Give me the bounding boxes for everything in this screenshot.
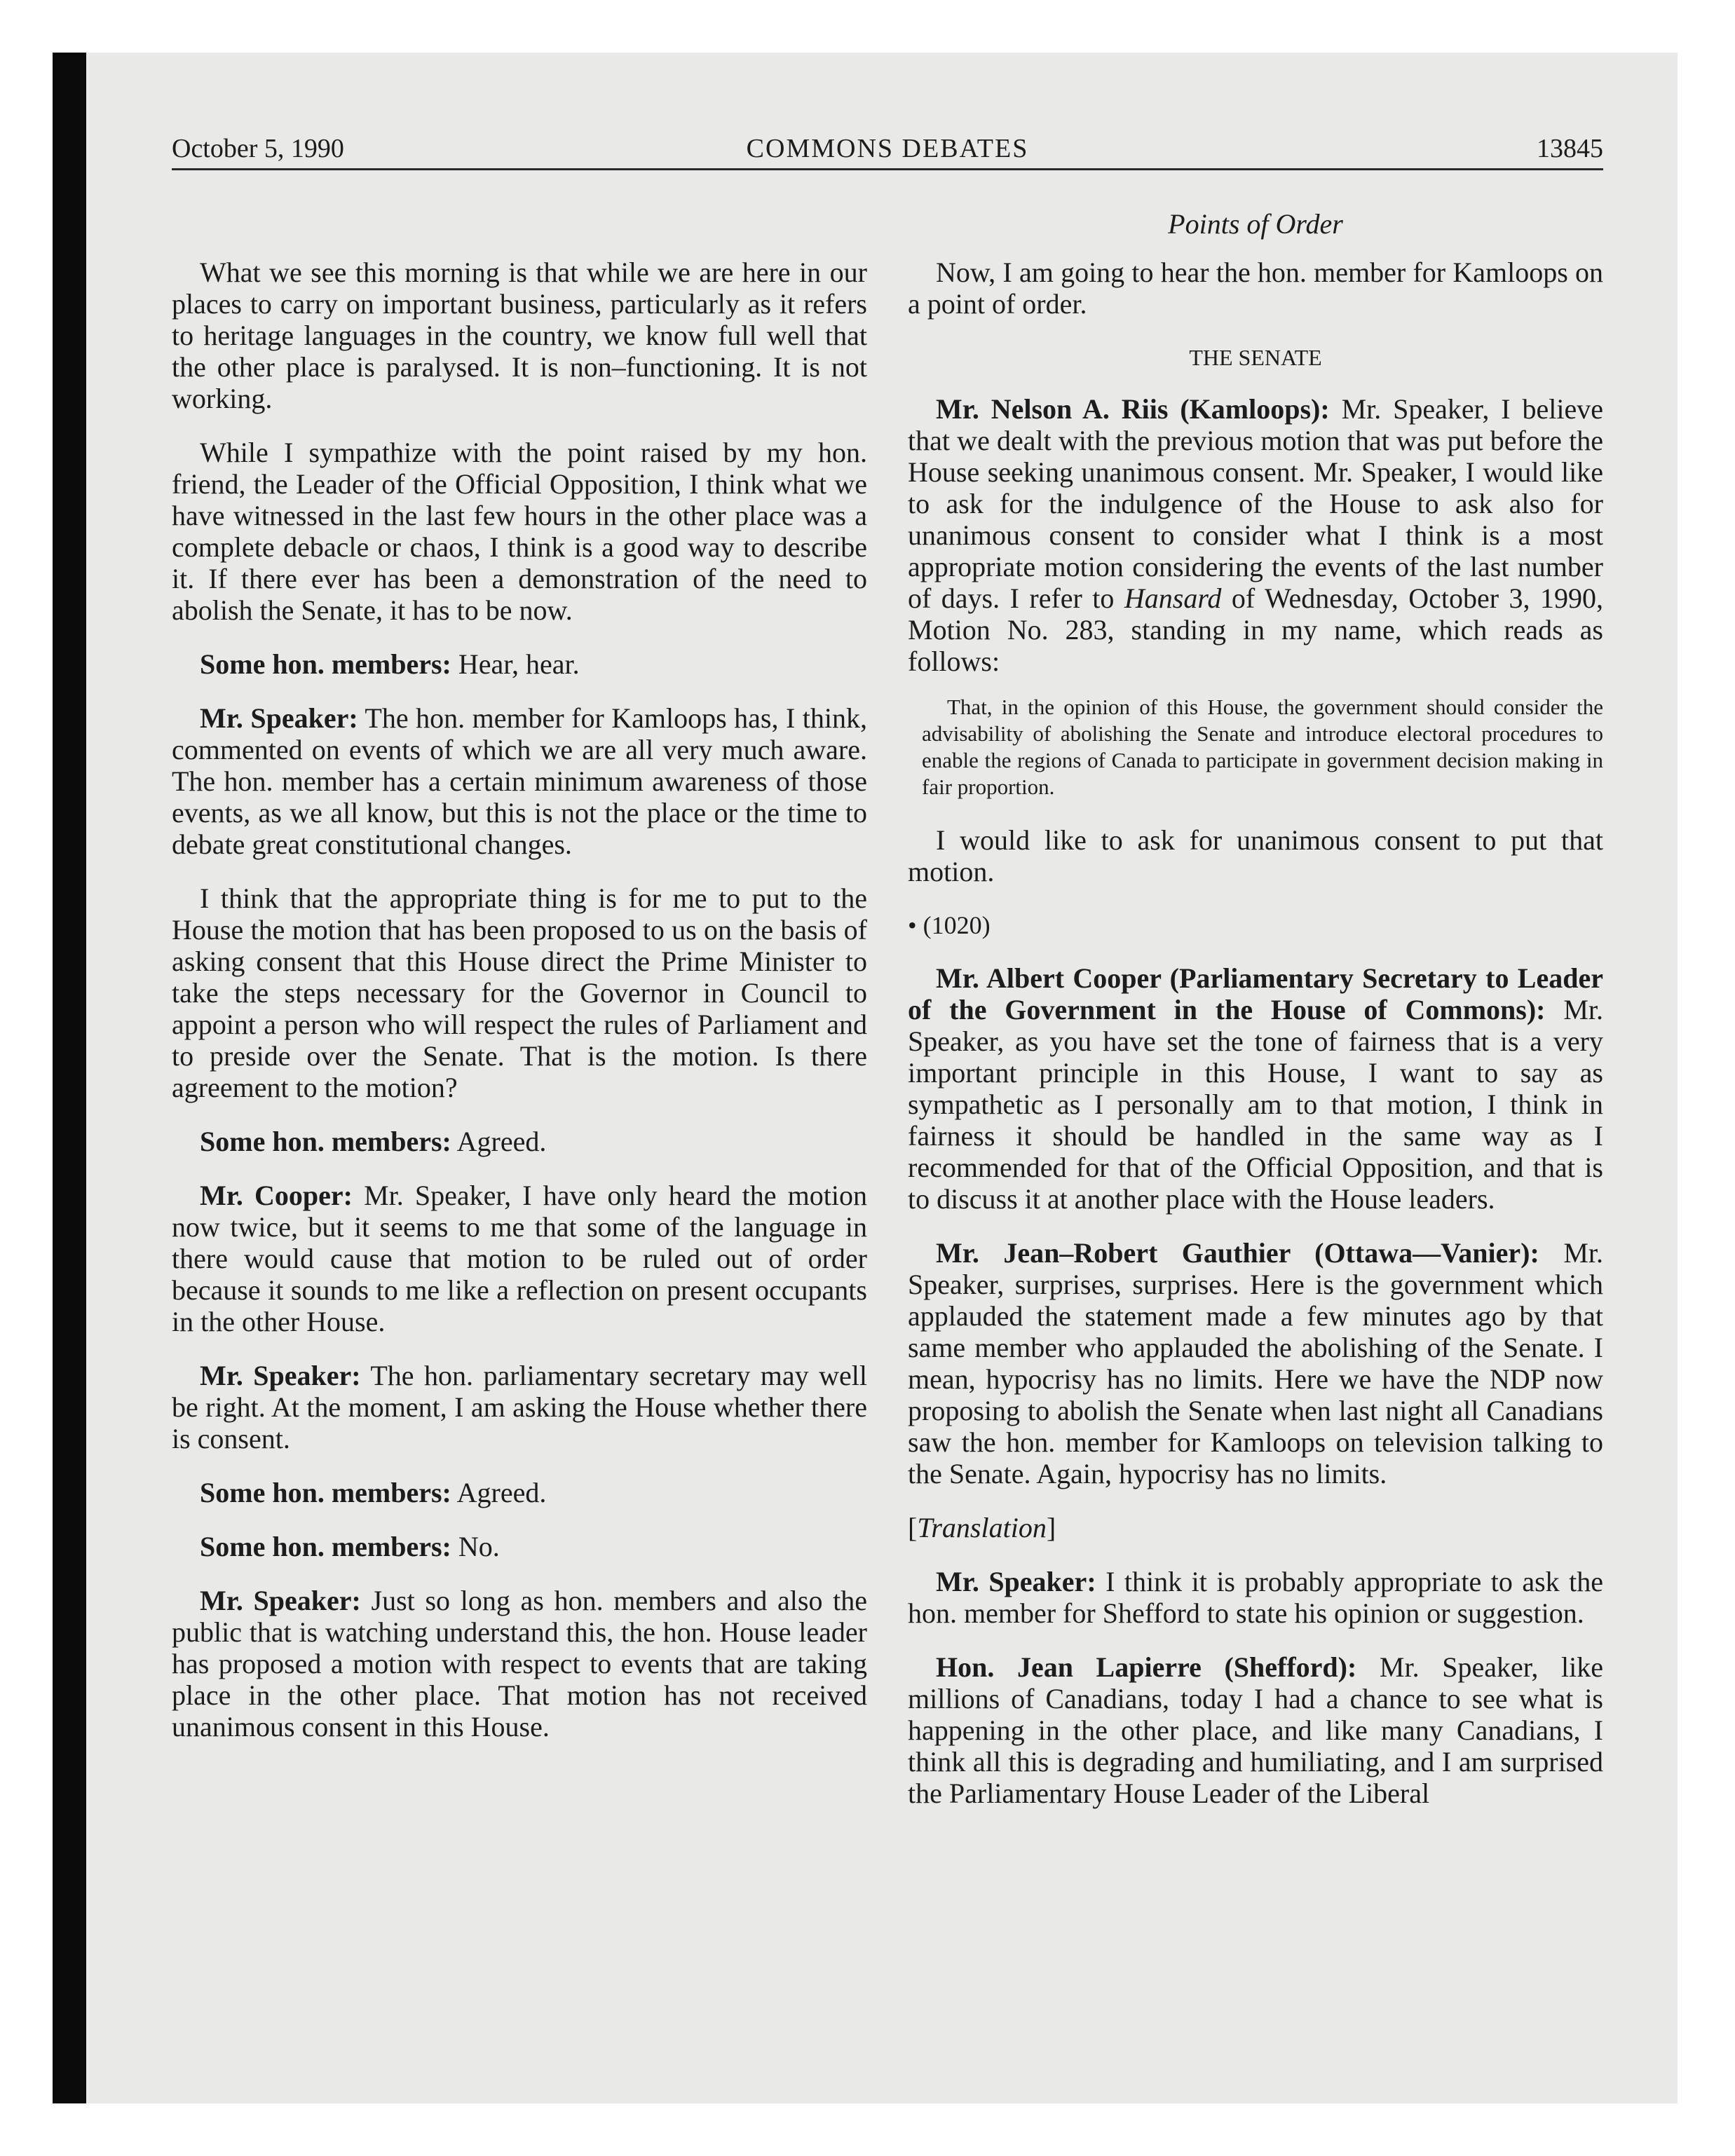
paragraph [172, 1180, 867, 1337]
paragraph [172, 1585, 867, 1742]
paragraph [172, 1360, 867, 1454]
binding-edge [53, 53, 86, 2103]
translation-marker: [Translation] [908, 1512, 1056, 1543]
speech-text: The hon. parliamentary secretary may well be right. At the moment, I am asking the House whether there is consent. [172, 1360, 868, 1454]
paragraph [908, 1237, 1603, 1489]
paragraph: While I sympathize with the point raised by my hon. friend, the Leader of the Official Opposition, I think what we have witnessed in the last few hours in the other place was a complete debacle or chaos, I think is a good way to describe it. If there ever has been a demonstration of the need to abolish the Senate, it has to be now. [172, 437, 867, 626]
speaker-name: Some hon. members: [200, 1531, 451, 1562]
paragraph: Now, I am going to hear the hon. member for Kamloops on a point of order. [908, 257, 1603, 320]
speech-text: Agreed. [451, 1126, 547, 1157]
paragraph [172, 648, 867, 680]
header-publication: COMMONS DEBATES [746, 134, 1029, 163]
paragraph [172, 1477, 867, 1508]
paragraph [908, 1651, 1603, 1809]
speech-text: of Wednesday, October 3, 1990, Motion No. 283, standing in my name, which reads as follows: [908, 582, 1603, 677]
paragraph [172, 1531, 867, 1562]
paragraph [908, 962, 1603, 1215]
speaker-name: Mr. Speaker: [200, 1585, 361, 1616]
speech-text: I think it is probably appropriate to ask the hon. member for Shefford to state his opinion or suggestion. [908, 1566, 1603, 1629]
speaker-name: Mr. Speaker: [936, 1566, 1096, 1597]
speech-text: Mr. Speaker, I have only heard the motion now twice, but it seems to me that some of the language in there would cause that motion to be ruled out of order because it sounds to me like a reflection on present occupants in the other House. [172, 1180, 868, 1337]
speaker-name: Some hon. members: [200, 648, 451, 680]
paragraph: I think that the appropriate thing is for me to put to the House the motion that has been proposed to us on the basis of asking consent that this House direct the Prime Minister to take the steps necessary for the Governor in Council to appoint a person who will respect the rules of Parliament and to preside over the Senate. That is the motion. Is there agreement to the motion? [172, 882, 867, 1103]
speaker-name: Mr. Nelson A. Riis (Kamloops): [936, 393, 1330, 425]
speaker-name: Mr. Albert Cooper (Parliamentary Secretary to Leader of the Government in the House of Commons): [908, 962, 1603, 1025]
speaker-name: Mr. Cooper: [200, 1180, 353, 1211]
speech-text: Mr. Speaker, surprises, surprises. Here is the government which applauded the statement made a few minutes ago by that same member who applauded the abolishing of the Senate. I mean, hypocrisy has no limits. Here we have the NDP now proposing to abolish the Senate when last night all Canadians saw the hon. member for Kamloops on television talking to the Senate. Again, hypocrisy has no limits. [908, 1237, 1603, 1489]
speaker-name: Some hon. members: [200, 1126, 451, 1157]
running-header [172, 126, 1603, 168]
speech-text: Hear, hear. [451, 648, 580, 680]
hansard-reference: Hansard [1124, 582, 1222, 614]
right-column [908, 257, 1603, 1831]
speaker-name: Mr. Speaker: [200, 1360, 361, 1391]
speaker-name: Some hon. members: [200, 1477, 451, 1508]
header-date: October 5, 1990 [172, 134, 344, 163]
section-title: Points of Order [1168, 208, 1343, 240]
motion-quote: That, in the opinion of this House, the government should consider the advisability of abolishing the Senate and introduce electoral procedures to enable the regions of Canada to participate in government decision making in fair proportion. [922, 695, 1603, 799]
speech-text: No. [451, 1531, 500, 1562]
paragraph [172, 1126, 867, 1157]
speech-text: Mr. Speaker, as you have set the tone of fairness that is a very important principle in this House, I want to say as sympathetic as I personally am to that motion, I think in fairness it should be handled in the same way as I recommended for that of the Official Opposition, and that is to discuss it at another place with the House leaders. [908, 994, 1603, 1215]
speaker-name: Mr. Jean–Robert Gauthier (Ottawa—Vanier): [936, 1237, 1539, 1269]
speaker-name: Hon. Jean Lapierre (Shefford): [936, 1651, 1357, 1683]
speech-text: Mr. Speaker, I believe that we dealt with the previous motion that was put before the House seeking unanimous consent. Mr. Speaker, I would like to ask for the indulgence of the House to ask also for unanimous consent to consider what I think is a most appropriate motion considering the events of the last number of days. I refer to [908, 393, 1603, 614]
speech-text: Mr. Speaker, like millions of Canadians, today I had a chance to see what is happening in the other place, and like many Canadians, I think all this is degrading and humiliating, and I am surprised the Parliamentary House Leader of the Liberal [908, 1651, 1603, 1809]
header-rule [172, 168, 1603, 170]
paragraph: I would like to ask for unanimous consent to put that motion. [908, 824, 1603, 887]
header-page-number: 13845 [1537, 134, 1603, 163]
speaker-name: Mr. Speaker: [200, 702, 358, 734]
left-column [172, 257, 867, 1765]
paragraph: What we see this morning is that while we are here in our places to carry on important business, particularly as it refers to heritage languages in the country, we know full well that the other place is paralysed. It is non–functioning. It is not working. [172, 257, 867, 414]
speech-text: Agreed. [451, 1477, 547, 1508]
speech-text: The hon. member for Kamloops has, I think, commented on events of which we are all very much aware. The hon. member has a certain minimum awareness of those events, as we all know, but this is not the place or the time to debate great constitutional changes. [172, 702, 868, 860]
paragraph [908, 1566, 1603, 1629]
time-marker: • (1020) [908, 911, 991, 939]
subject-heading: THE SENATE [1189, 345, 1322, 370]
paragraph [908, 393, 1603, 677]
speech-text: Just so long as hon. members and also the public that is watching understand this, the hon. House leader has proposed a motion with respect to events that are taking place in the other place. That motion has not received unanimous consent in this House. [172, 1585, 868, 1742]
paragraph [172, 702, 867, 860]
